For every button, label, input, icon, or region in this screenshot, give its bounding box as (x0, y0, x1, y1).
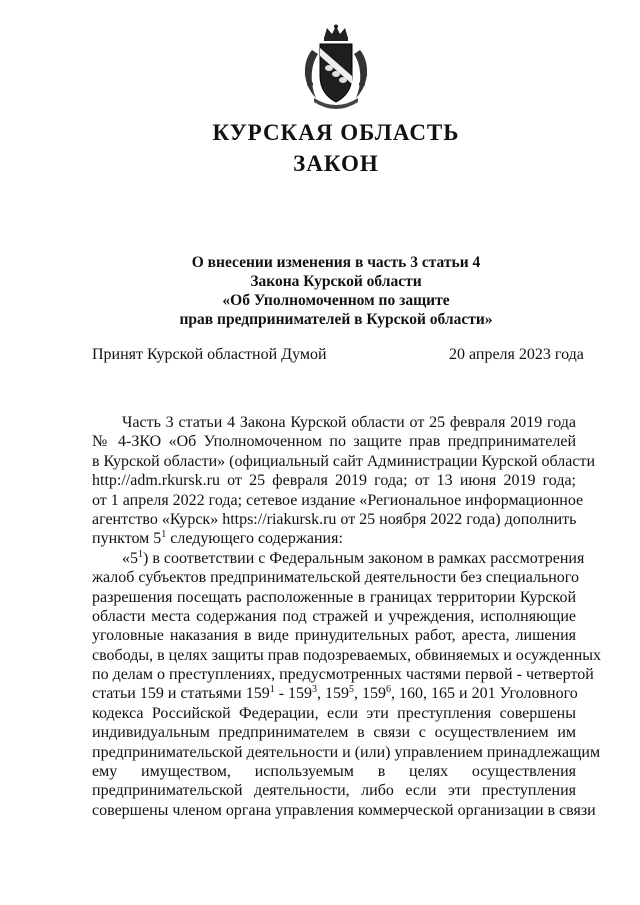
subject-line: О внесении изменения в часть 3 статьи 4 (191, 254, 481, 271)
region-title: КУРСКАЯ ОБЛАСТЬ (212, 120, 460, 145)
subject-line: «Об Уполномоченном по защите (222, 292, 450, 309)
text-line: от 1 апреля 2022 года; сетевое издание «Региональное информационное (92, 491, 584, 509)
text-line: свободы, в целях защиты прав подозреваемых, обвиняемых и осужденных (92, 646, 601, 664)
document-type: ЗАКОН (293, 151, 379, 176)
law-body (92, 413, 601, 820)
text-line: № 4-ЗКО «Об Уполномоченном по защите прав предпринимателей (92, 433, 576, 451)
text-line: области места содержания под стражей и учреждения, исполняющие (92, 607, 576, 625)
law-subject (0, 253, 640, 329)
subject-line: прав предпринимателей в Курской области» (179, 311, 493, 328)
text-line: индивидуальным предпринимателем в связи с осуществлением им (92, 724, 576, 742)
text-line: в Курской области» (официальный сайт Администрации Курской области (92, 452, 596, 470)
subject-line: Закона Курской области (250, 273, 422, 290)
text-line: статьи 159 и статьями $159^1 - 159^3$, $159^5$, $159^6$, 160, 165 и 201 Уголовного (92, 684, 578, 703)
text-line: кодекса Российской Федерации, если эти преступления совершены (92, 704, 576, 722)
text-line: предпринимательской деятельности, либо если эти преступления (92, 782, 576, 800)
text-line: разрешения посещать расположенные в границах территории Курской (92, 588, 576, 606)
text-line: уголовные наказания в виде принудительных работ, ареста, лишения (92, 627, 576, 645)
text-line: совершены членом органа управления коммерческой организации в связи (92, 801, 596, 819)
text-line: агентство «Курск» https://riakursk.ru от 25 ноября 2022 года) дополнить (92, 510, 577, 528)
text-line: пунктом $5^1$ следующего содержания: (92, 529, 343, 548)
text-line: жалоб субъектов предпринимательской деятельности без специального (92, 569, 579, 587)
text-line: по делам о преступлениях, предусмотренных частями первой - четвертой (92, 666, 594, 684)
adopted-by: Принят Курской областной Думой (92, 346, 327, 363)
text-line: ему имуществом, используемым в целях осуществления (92, 763, 576, 781)
text-line: Часть 3 статьи 4 Закона Курской области от 25 февраля 2019 года (122, 414, 576, 431)
text-line: «$5^1$) в соответствии с Федеральным законом в рамках рассмотрения (122, 548, 585, 567)
kursk-coat-of-arms-icon (296, 24, 376, 110)
text-line: http://adm.rkursk.ru от 25 февраля 2019 года; от 13 июня 2019 года; (92, 472, 576, 490)
text-line: предпринимательской деятельности и (или) управлением принадлежащим (92, 743, 601, 761)
adoption-date: 20 апреля 2023 года (449, 346, 584, 363)
